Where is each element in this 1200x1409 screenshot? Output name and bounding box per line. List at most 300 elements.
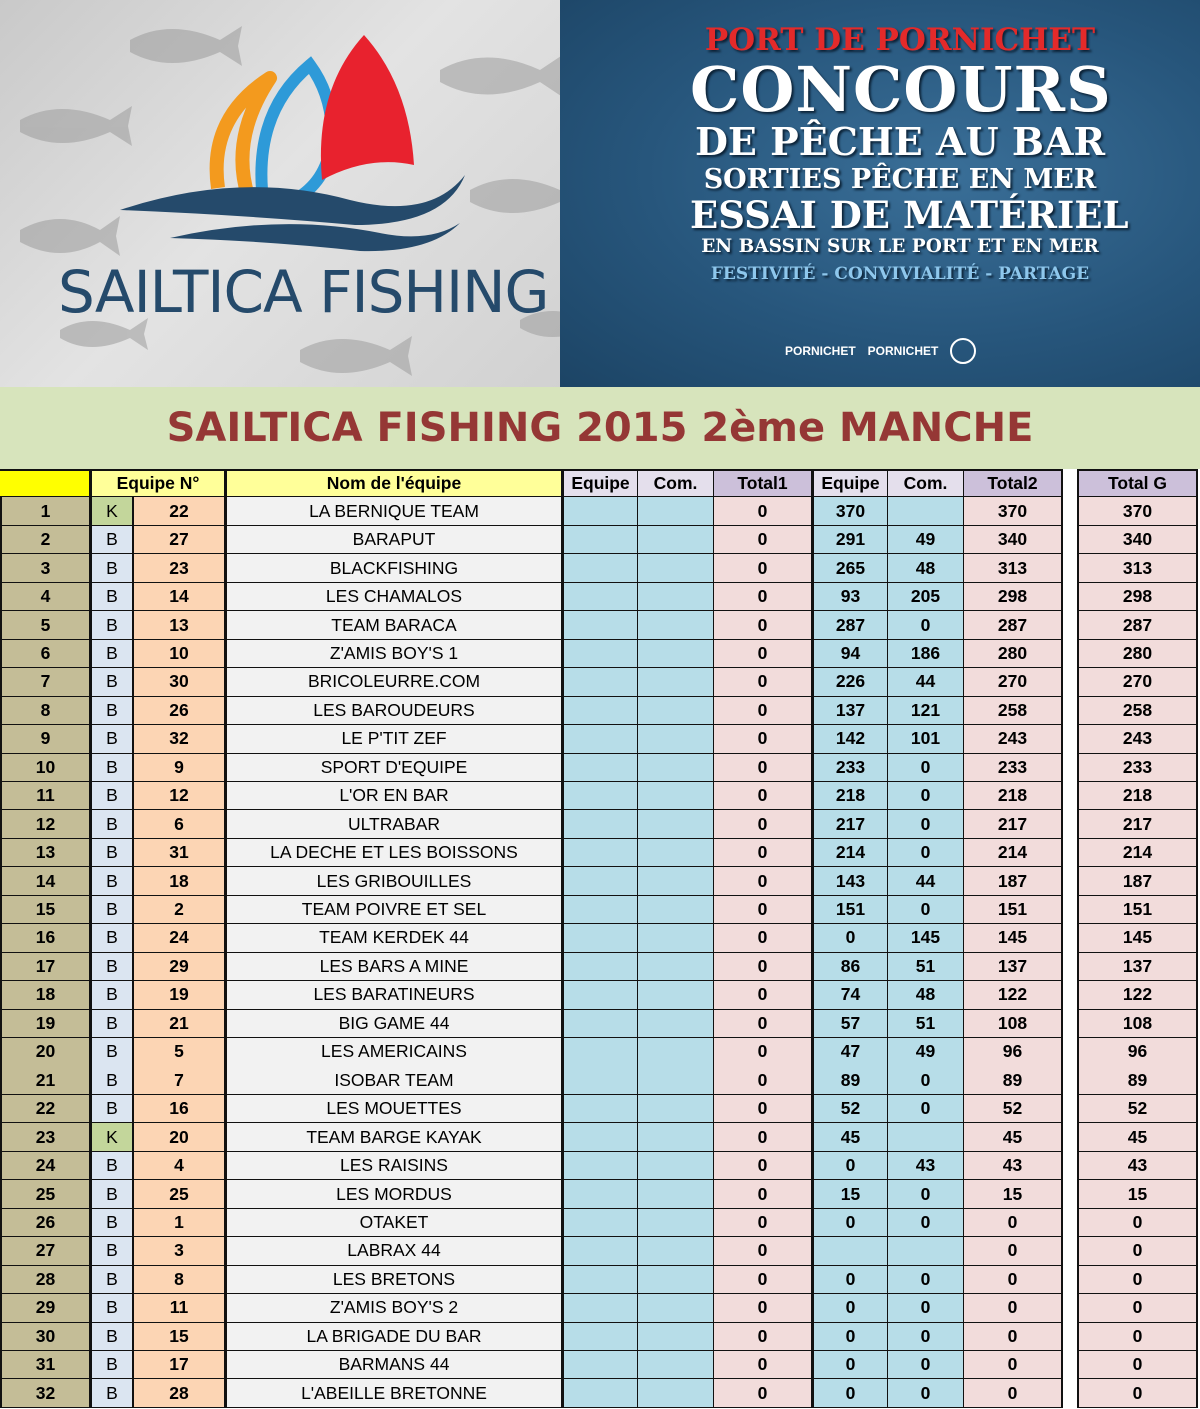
row-total1: 0 [714,1351,812,1380]
row-total-g: 214 [1077,839,1198,868]
row-com1 [638,554,714,583]
table-row [0,554,1200,583]
row-total1: 0 [714,1095,812,1124]
row-category: B [90,754,134,783]
row-com2: 101 [888,725,964,754]
row-equipe1 [562,668,638,697]
row-total1: 0 [714,1066,812,1095]
row-com1 [638,1010,714,1039]
row-category: B [90,1066,134,1095]
row-rank: 18 [0,981,90,1010]
row-equipe1 [562,497,638,526]
row-team-number: 2 [134,896,225,925]
table-row [0,1066,1200,1095]
row-rank: 29 [0,1294,90,1323]
row-total2: 313 [964,554,1063,583]
row-team-name: LES AMERICAINS [225,1038,562,1067]
row-team-name: ULTRABAR [225,810,562,839]
row-category: B [90,1266,134,1295]
table-row [0,896,1200,925]
table-row [0,1294,1200,1323]
row-total2: 137 [964,953,1063,982]
row-rank: 6 [0,640,90,669]
row-team-number: 3 [134,1237,225,1266]
row-equipe2: 291 [812,526,888,555]
row-total1: 0 [714,782,812,811]
row-rank: 9 [0,725,90,754]
row-com1 [638,1237,714,1266]
row-team-name: LE P'TIT ZEF [225,725,562,754]
row-total2: 298 [964,583,1063,612]
row-rank: 32 [0,1379,90,1408]
row-team-number: 1 [134,1209,225,1238]
row-team-name: LES GRIBOUILLES [225,867,562,896]
row-rank: 30 [0,1323,90,1352]
row-total-g: 287 [1077,611,1198,640]
row-equipe1 [562,839,638,868]
row-team-name: LES MOUETTES [225,1095,562,1124]
row-rank: 12 [0,810,90,839]
row-total2: 15 [964,1180,1063,1209]
promo-line: PORT DE PORNICHET [704,22,1096,58]
row-equipe1 [562,1038,638,1067]
row-team-number: 5 [134,1038,225,1067]
row-total1: 0 [714,497,812,526]
sailtica-logo-mark [120,35,465,251]
row-total2: 187 [964,867,1063,896]
table-row [0,1323,1200,1352]
row-com1 [638,1095,714,1124]
table-row [0,583,1200,612]
row-com1 [638,640,714,669]
row-com1 [638,1180,714,1209]
row-total2: 370 [964,497,1063,526]
row-total1: 0 [714,526,812,555]
header-total-g: Total G [1077,469,1198,498]
row-equipe1 [562,554,638,583]
row-team-name: TEAM POIVRE ET SEL [225,896,562,925]
row-category: B [90,782,134,811]
row-total1: 0 [714,924,812,953]
row-team-name: LA BRIGADE DU BAR [225,1323,562,1352]
row-category: B [90,924,134,953]
row-com1 [638,1379,714,1408]
row-category: B [90,554,134,583]
row-total2: 0 [964,1323,1063,1352]
row-category: B [90,526,134,555]
row-rank: 3 [0,554,90,583]
row-total2: 233 [964,754,1063,783]
row-team-number: 12 [134,782,225,811]
row-total1: 0 [714,896,812,925]
table-row [0,754,1200,783]
header-equipe2: Equipe [812,469,888,498]
row-com1 [638,1351,714,1380]
banner-left-panel [0,0,620,387]
row-category: B [90,839,134,868]
row-com2: 44 [888,668,964,697]
row-rank: 19 [0,1010,90,1039]
header-total2: Total2 [964,469,1063,498]
table-row [0,867,1200,896]
row-total1: 0 [714,754,812,783]
row-team-number: 23 [134,554,225,583]
header-equipe1: Equipe [562,469,638,498]
title-bar [0,387,1200,469]
promo-line: SORTIES PÊCHE EN MER [703,163,1097,195]
row-category: B [90,896,134,925]
row-total-g: 243 [1077,725,1198,754]
row-com1 [638,924,714,953]
table-row [0,1095,1200,1124]
row-category: B [90,1152,134,1181]
row-team-name: LES BAROUDEURS [225,697,562,726]
table-row [0,1209,1200,1238]
row-com1 [638,668,714,697]
promo-line: DE PÊCHE AU BAR [694,118,1106,164]
row-total-g: 0 [1077,1294,1198,1323]
row-total-g: 258 [1077,697,1198,726]
row-rank: 5 [0,611,90,640]
row-rank: 4 [0,583,90,612]
row-equipe2: 0 [812,1351,888,1380]
table-row [0,1038,1200,1067]
row-com2: 0 [888,1294,964,1323]
row-com1 [638,867,714,896]
row-equipe1 [562,583,638,612]
row-team-name: LES BRETONS [225,1266,562,1295]
row-team-number: 30 [134,668,225,697]
row-team-number: 8 [134,1266,225,1295]
sponsor-circle-icon [950,338,976,364]
row-equipe1 [562,526,638,555]
row-category: B [90,953,134,982]
table-row [0,1180,1200,1209]
row-total2: 122 [964,981,1063,1010]
row-com2: 0 [888,896,964,925]
promo-line: FESTIVITÉ - CONVIVIALITÉ - PARTAGE [710,264,1090,285]
row-total2: 0 [964,1351,1063,1380]
row-total2: 270 [964,668,1063,697]
row-category: B [90,1095,134,1124]
row-total-g: 218 [1077,782,1198,811]
row-equipe2: 0 [812,1294,888,1323]
row-total1: 0 [714,1180,812,1209]
row-team-name: TEAM BARACA [225,611,562,640]
row-equipe2: 94 [812,640,888,669]
row-equipe1 [562,896,638,925]
row-com1 [638,782,714,811]
row-com2: 0 [888,1066,964,1095]
row-team-number: 32 [134,725,225,754]
fish-background-icon [0,0,620,387]
row-team-name: TEAM BARGE KAYAK [225,1123,562,1152]
row-com2: 0 [888,782,964,811]
row-equipe1 [562,697,638,726]
row-equipe2: 52 [812,1095,888,1124]
row-team-name: LES BARATINEURS [225,981,562,1010]
row-com1 [638,953,714,982]
row-total2: 258 [964,697,1063,726]
row-total1: 0 [714,1123,812,1152]
row-total1: 0 [714,839,812,868]
row-total1: 0 [714,611,812,640]
row-category: B [90,697,134,726]
row-com2 [888,1237,964,1266]
row-com1 [638,1323,714,1352]
row-total2: 108 [964,1010,1063,1039]
table-row [0,640,1200,669]
row-team-number: 20 [134,1123,225,1152]
row-total1: 0 [714,1379,812,1408]
row-rank: 25 [0,1180,90,1209]
row-equipe1 [562,1152,638,1181]
row-total-g: 0 [1077,1209,1198,1238]
promo-line: EN BASSIN SUR LE PORT ET EN MER [701,235,1099,257]
table-row [0,981,1200,1010]
row-com2: 0 [888,1379,964,1408]
table-row [0,1237,1200,1266]
row-category: K [90,497,134,526]
row-com1 [638,611,714,640]
row-total-g: 0 [1077,1323,1198,1352]
row-equipe1 [562,1209,638,1238]
row-total2: 96 [964,1038,1063,1067]
row-team-number: 9 [134,754,225,783]
row-com2: 0 [888,839,964,868]
row-total-g: 151 [1077,896,1198,925]
row-equipe1 [562,611,638,640]
header-com2: Com. [888,469,964,498]
row-com1 [638,1038,714,1067]
row-total1: 0 [714,668,812,697]
row-total2: 218 [964,782,1063,811]
row-team-number: 28 [134,1379,225,1408]
table-row [0,810,1200,839]
row-total-g: 45 [1077,1123,1198,1152]
row-equipe2: 218 [812,782,888,811]
sponsor-logo: PORNICHET [867,344,939,358]
row-equipe1 [562,1123,638,1152]
sponsor-logos [785,338,976,364]
row-team-number: 13 [134,611,225,640]
row-total2: 145 [964,924,1063,953]
row-com1 [638,839,714,868]
row-equipe1 [562,1237,638,1266]
row-equipe2: 233 [812,754,888,783]
row-rank: 22 [0,1095,90,1124]
row-equipe1 [562,640,638,669]
row-rank: 11 [0,782,90,811]
row-total2: 287 [964,611,1063,640]
row-category: B [90,640,134,669]
row-equipe1 [562,1010,638,1039]
promo-line: CONCOURS [690,52,1112,126]
row-total1: 0 [714,981,812,1010]
row-total-g: 0 [1077,1379,1198,1408]
row-team-name: Z'AMIS BOY'S 1 [225,640,562,669]
row-com2: 49 [888,526,964,555]
row-team-number: 27 [134,526,225,555]
row-category: B [90,725,134,754]
row-total-g: 270 [1077,668,1198,697]
row-total-g: 122 [1077,981,1198,1010]
row-com1 [638,1294,714,1323]
row-total2: 45 [964,1123,1063,1152]
table-row [0,1123,1200,1152]
row-total1: 0 [714,1323,812,1352]
row-total2: 43 [964,1152,1063,1181]
row-rank: 24 [0,1152,90,1181]
row-team-number: 19 [134,981,225,1010]
row-equipe2: 0 [812,1323,888,1352]
row-total1: 0 [714,1209,812,1238]
row-total1: 0 [714,1152,812,1181]
row-com1 [638,1066,714,1095]
row-category: B [90,583,134,612]
row-team-name: LES BARS A MINE [225,953,562,982]
row-team-name: SPORT D'EQUIPE [225,754,562,783]
row-total1: 0 [714,953,812,982]
row-total1: 0 [714,1237,812,1266]
row-team-number: 21 [134,1010,225,1039]
row-total-g: 52 [1077,1095,1198,1124]
row-rank: 7 [0,668,90,697]
row-com1 [638,1209,714,1238]
row-total1: 0 [714,725,812,754]
row-com2: 121 [888,697,964,726]
row-rank: 26 [0,1209,90,1238]
header-total1: Total1 [714,469,812,498]
row-rank: 23 [0,1123,90,1152]
row-team-name: L'ABEILLE BRETONNE [225,1379,562,1408]
row-equipe1 [562,1294,638,1323]
row-total-g: 187 [1077,867,1198,896]
table-row [0,1152,1200,1181]
row-total-g: 217 [1077,810,1198,839]
row-equipe1 [562,867,638,896]
row-category: B [90,1038,134,1067]
row-equipe2: 265 [812,554,888,583]
row-com2: 0 [888,611,964,640]
row-com2: 186 [888,640,964,669]
row-category: B [90,1351,134,1380]
row-team-number: 25 [134,1180,225,1209]
row-equipe2: 15 [812,1180,888,1209]
row-equipe1 [562,1180,638,1209]
row-team-number: 17 [134,1351,225,1380]
row-com1 [638,810,714,839]
row-equipe2: 0 [812,924,888,953]
row-total2: 0 [964,1266,1063,1295]
row-total2: 280 [964,640,1063,669]
row-total-g: 137 [1077,953,1198,982]
header-equipe-num: Equipe N° [90,469,225,498]
row-rank: 15 [0,896,90,925]
row-equipe1 [562,1095,638,1124]
row-rank: 20 [0,1038,90,1067]
row-rank: 31 [0,1351,90,1380]
row-total1: 0 [714,640,812,669]
row-team-name: LES MORDUS [225,1180,562,1209]
row-total-g: 89 [1077,1066,1198,1095]
row-total1: 0 [714,554,812,583]
row-equipe2: 151 [812,896,888,925]
row-team-number: 11 [134,1294,225,1323]
table-row [0,1266,1200,1295]
row-category: K [90,1123,134,1152]
row-equipe1 [562,1266,638,1295]
row-category: B [90,867,134,896]
row-category: B [90,668,134,697]
row-total-g: 96 [1077,1038,1198,1067]
table-row [0,526,1200,555]
row-team-number: 14 [134,583,225,612]
row-total-g: 370 [1077,497,1198,526]
row-rank: 1 [0,497,90,526]
row-com1 [638,981,714,1010]
row-team-number: 26 [134,697,225,726]
table-row [0,953,1200,982]
row-rank: 8 [0,697,90,726]
row-team-number: 7 [134,1066,225,1095]
row-com2: 0 [888,1180,964,1209]
row-team-number: 6 [134,810,225,839]
table-row [0,839,1200,868]
row-total2: 89 [964,1066,1063,1095]
row-team-name: ISOBAR TEAM [225,1066,562,1095]
row-team-name: Z'AMIS BOY'S 2 [225,1294,562,1323]
row-equipe2: 142 [812,725,888,754]
row-com2: 51 [888,953,964,982]
row-equipe2: 0 [812,1209,888,1238]
row-team-name: LES CHAMALOS [225,583,562,612]
row-com2: 0 [888,1351,964,1380]
row-equipe2: 47 [812,1038,888,1067]
table-row [0,497,1200,526]
row-equipe2: 226 [812,668,888,697]
row-total1: 0 [714,583,812,612]
row-equipe1 [562,981,638,1010]
row-total1: 0 [714,1294,812,1323]
row-rank: 27 [0,1237,90,1266]
row-team-number: 4 [134,1152,225,1181]
row-team-name: LA BERNIQUE TEAM [225,497,562,526]
row-equipe1 [562,953,638,982]
row-equipe1 [562,1351,638,1380]
row-category: B [90,611,134,640]
sponsor-logo: PORNICHET [785,344,856,358]
row-com1 [638,526,714,555]
row-total-g: 280 [1077,640,1198,669]
row-total2: 0 [964,1294,1063,1323]
row-team-name: LA DECHE ET LES BOISSONS [225,839,562,868]
row-com2: 49 [888,1038,964,1067]
table-row [0,725,1200,754]
row-total2: 214 [964,839,1063,868]
row-team-number: 31 [134,839,225,868]
row-com2: 145 [888,924,964,953]
table-row [0,924,1200,953]
row-equipe2: 214 [812,839,888,868]
table-row [0,668,1200,697]
row-team-name: OTAKET [225,1209,562,1238]
row-category: B [90,1180,134,1209]
page-title: SAILTICA FISHING 2015 2ème MANCHE [166,405,1034,451]
row-total2: 340 [964,526,1063,555]
row-total2: 151 [964,896,1063,925]
table-row [0,782,1200,811]
